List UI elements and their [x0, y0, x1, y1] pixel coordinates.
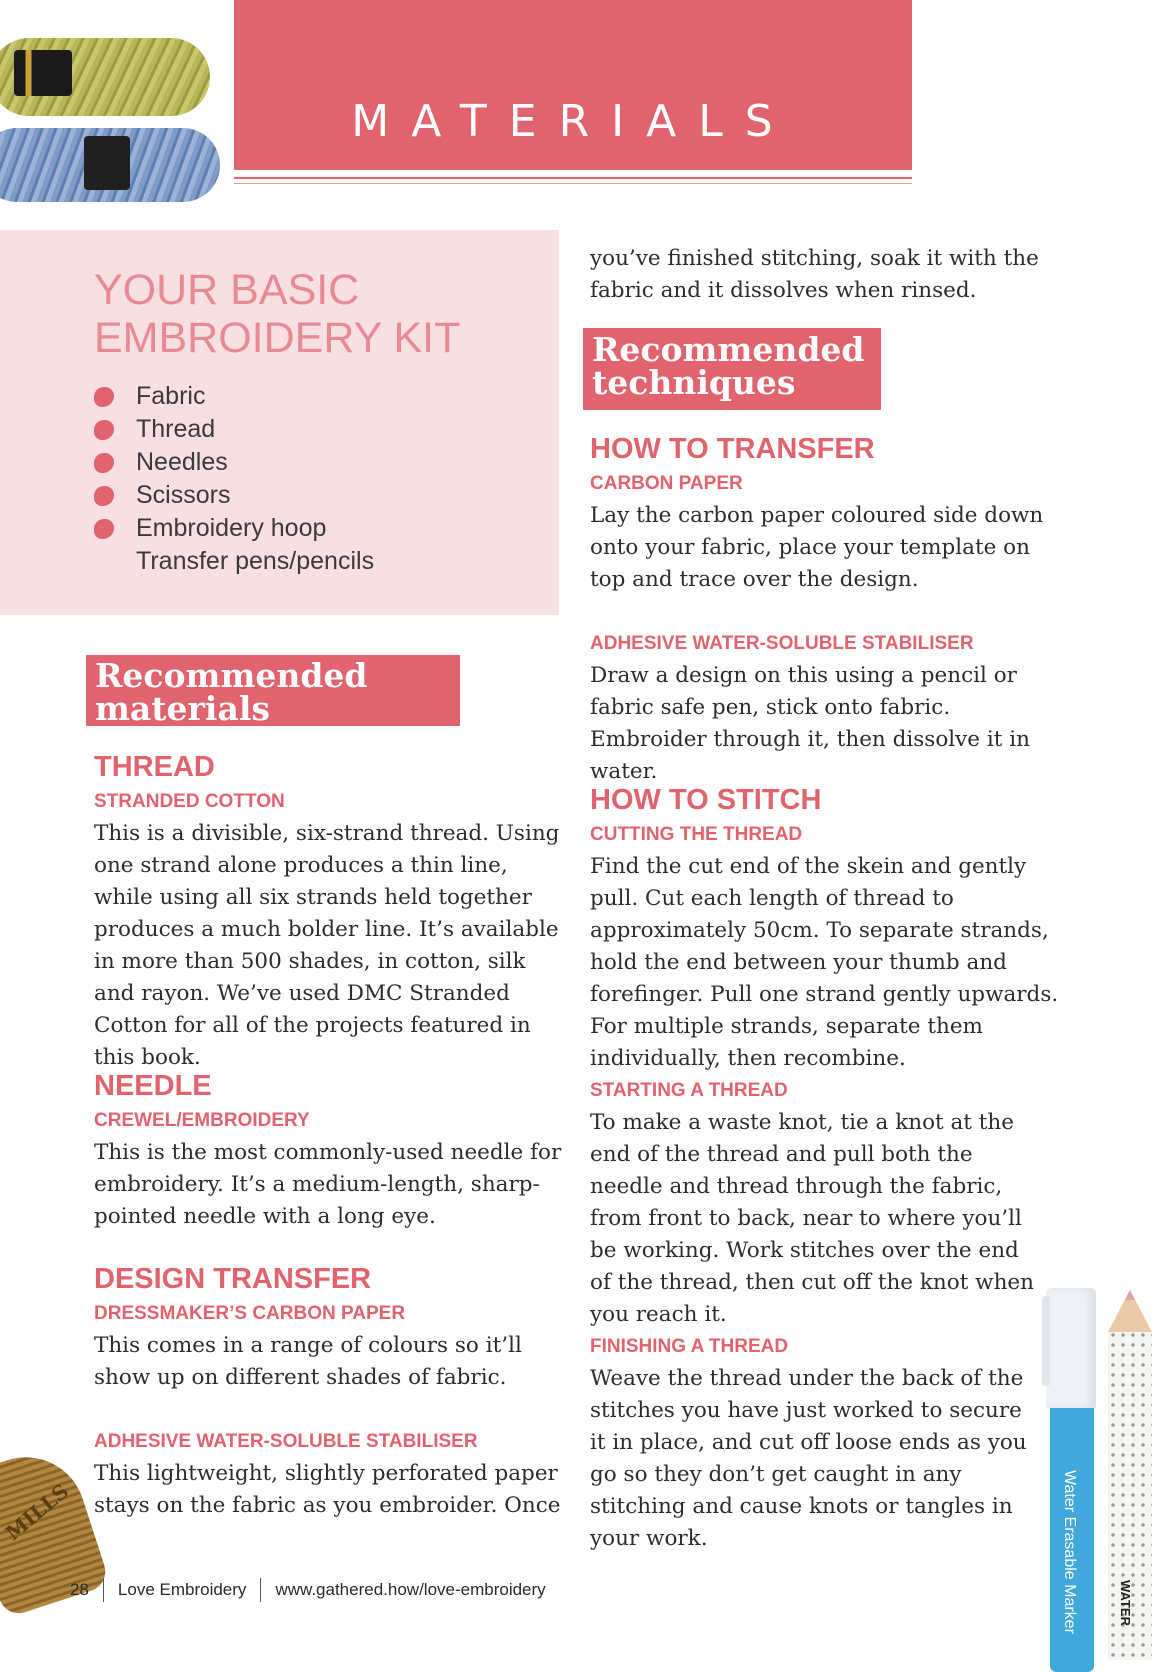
thimble-label: MILLS [0, 1479, 74, 1545]
skein-label-band [84, 136, 130, 190]
carbon-paper-subheading: DRESSMAKER’S CARBON PAPER [94, 1303, 406, 1324]
finishing-thread-subheading: FINISHING A THREAD [590, 1336, 789, 1357]
how-to-transfer-heading: HOW TO TRANSFER [590, 433, 875, 465]
list-item: Needles [94, 446, 374, 479]
list-item: Thread [94, 413, 374, 446]
cutting-thread-subheading: CUTTING THE THREAD [590, 824, 803, 845]
bullet-blob-icon [94, 420, 114, 440]
needle-heading: NEEDLE [94, 1070, 212, 1102]
footer-divider [103, 1578, 104, 1602]
carbon-paper-text: This comes in a range of colours so it’ll show up on different shades of fabric. [94, 1333, 522, 1390]
design-transfer-heading: DESIGN TRANSFER [94, 1263, 372, 1295]
marker-label: Water Erasable Marker [1061, 1470, 1078, 1634]
thread-heading: THREAD [94, 751, 215, 783]
kit-title: YOUR BASIC EMBROIDERY KIT [94, 266, 461, 362]
bullet-blob-icon [94, 387, 114, 407]
finishing-thread-text: Weave the thread under the back of the stitches you have just worked to secure it in place, and cut off loose ends as you go so they don’t get caught in any stitching and cause knots or tangles in your work. [590, 1366, 1027, 1551]
stabiliser-text: Draw a design on this using a pencil or fabric safe pen, stick onto fabric. Embroider through it, then dissolve it in water. [590, 663, 1030, 784]
starting-thread-text: To make a waste knot, tie a knot at the end of the thread and pull both the needle and thread through the fabric, from front to back, near to where you’ll be working. Work stitches over the end of the thread, then cut off the knot when you reach it. [590, 1110, 1034, 1327]
banner-underline [234, 177, 912, 179]
skein-label-band [14, 50, 72, 96]
carbon-paper-subheading: CARBON PAPER [590, 473, 743, 494]
list-item: Transfer pens/pencils [136, 547, 375, 575]
page-number: 28 [70, 1580, 89, 1599]
recommended-materials-tag: Recommended materials [86, 655, 460, 726]
stabiliser-text-continued: you’ve finished stitching, soak it with the fabric and it dissolves when rinsed. [590, 246, 1039, 303]
bullet-blob-icon [94, 453, 114, 473]
needle-text: This is the most commonly-used needle for embroidery. It’s a medium-length, sharp-pointed needle with a long eye. [94, 1140, 562, 1229]
banner-underline-thin [234, 183, 912, 184]
list-item: Scissors [94, 479, 374, 512]
pencil-lead [1125, 1290, 1135, 1300]
stabiliser-text: This lightweight, slightly perforated paper stays on the fabric as you embroider. Once [94, 1461, 561, 1518]
list-item: Embroidery hoop [94, 512, 374, 545]
starting-thread-subheading: STARTING A THREAD [590, 1080, 788, 1101]
footer-url[interactable]: www.gathered.how/love-embroidery [275, 1580, 546, 1599]
marker-clip [1042, 1296, 1050, 1386]
cutting-thread-text: Find the cut end of the skein and gently pull. Cut each length of thread to approximately 50cm. To separate strands, hold the end between your thumb and forefinger. Pull one strand gently upwards. For multiple strands, separate them individually, then recombine. [590, 854, 1059, 1071]
marker-cap [1046, 1288, 1096, 1408]
header-banner [234, 0, 912, 170]
list-item: Fabric [94, 380, 374, 413]
pencil-label: WATER [1118, 1580, 1133, 1626]
kit-list [94, 380, 374, 578]
magazine-name: Love Embroidery [117, 1580, 247, 1599]
stabiliser-subheading: ADHESIVE WATER-SOLUBLE STABILISER [590, 633, 974, 654]
footer-divider [260, 1578, 261, 1602]
page-title: MATERIALS [351, 96, 795, 147]
how-to-stitch-heading: HOW TO STITCH [590, 784, 822, 816]
bullet-blob-icon [94, 519, 114, 539]
bullet-blob-icon [94, 486, 114, 506]
carbon-paper-text: Lay the carbon paper coloured side down onto your fabric, place your template on top and trace over the design. [590, 503, 1044, 592]
page-footer [70, 1578, 546, 1602]
recommended-techniques-tag: Recommended techniques [583, 328, 881, 410]
basic-kit-box [0, 230, 559, 615]
thread-subheading: STRANDED COTTON [94, 791, 285, 812]
needle-subheading: CREWEL/EMBROIDERY [94, 1110, 310, 1131]
thread-text: This is a divisible, six-strand thread. Using one strand alone produces a thin line, while using all six strands held together produces a much bolder line. It’s available in more than 500 shades, in cotton, silk and rayon. We’ve used DMC Stranded Cotton for all of the projects featured in this book. [94, 821, 560, 1070]
stabiliser-subheading: ADHESIVE WATER-SOLUBLE STABILISER [94, 1431, 478, 1452]
